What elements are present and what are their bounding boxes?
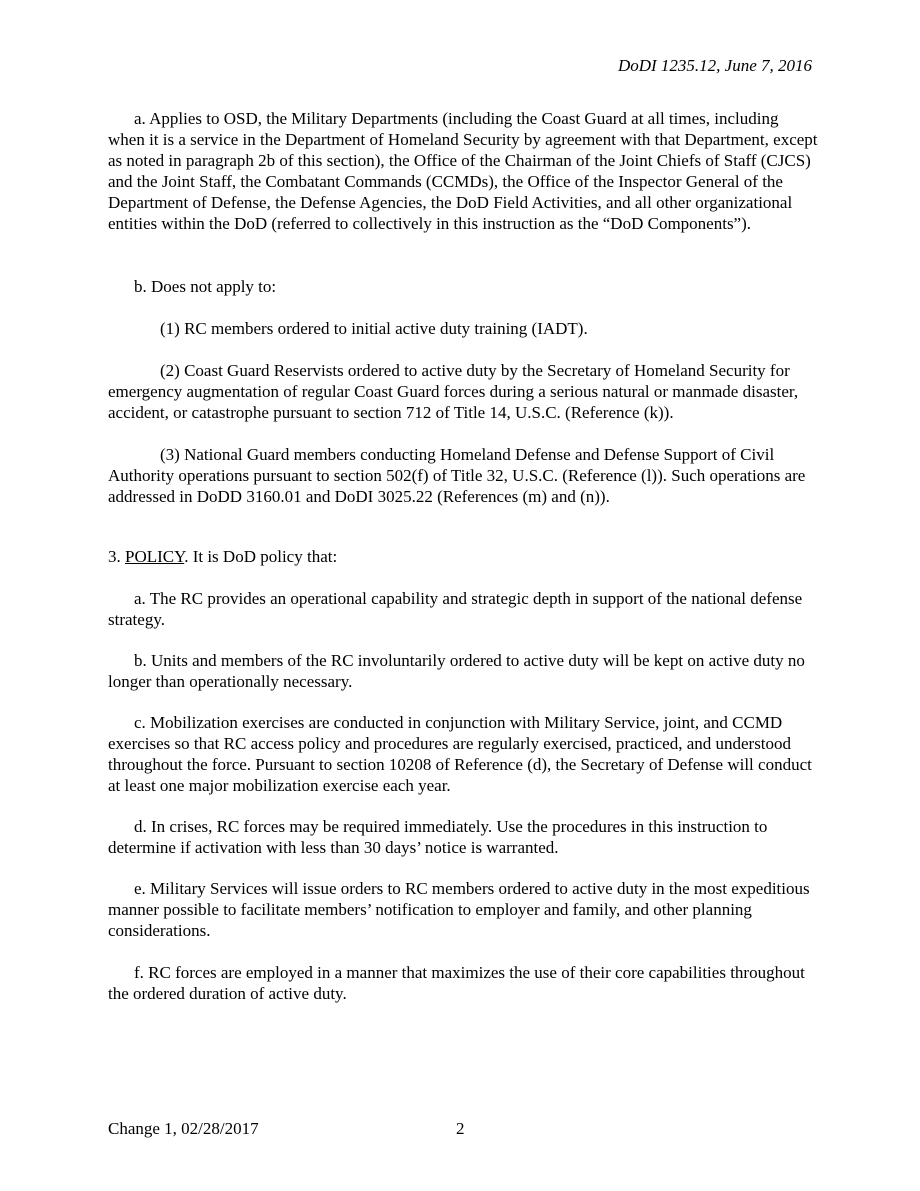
document-header: DoDI 1235.12, June 7, 2016 [617,56,812,75]
paragraph-3d: d. In crises, RC forces may be required immediately. Use the procedures in this instruction to determine if activation with less than 30 days’ notice is warranted. [108,817,768,857]
paragraph-3c: c. Mobilization exercises are conducted in conjunction with Military Service, joint, and CCMD exercises so that RC access policy and procedures are regularly exercised, practiced, and understood throughout the force. Pursuant to section 10208 of Reference (d), the Secretary of Defense will conduct at least one major mobilization exercise each year. [108,713,812,795]
section-number: 3. [108,547,125,566]
paragraph-3a: a. The RC provides an operational capability and strategic depth in support of the national defense strategy. [108,589,803,629]
paragraph-3b: b. Units and members of the RC involuntarily ordered to active duty will be kept on active duty no longer than operationally necessary. [108,651,805,691]
paragraph-2a: a. Applies to OSD, the Military Departments (including the Coast Guard at all times, including when it is a service in the Department of Homeland Security by agreement with that Department, except as noted in paragraph 2b of this section), the Office of the Chairman of the Joint Chiefs of Staff (CJCS) and the Joint Staff, the Combatant Commands (CCMDs), the Office of the Inspector General of the Department of Defense, the Defense Agencies, the DoD Field Activities, and all other organizational entities within the DoD (referred to collectively in this instruction as the “DoD Components”). [108,109,818,233]
section-intro: . It is DoD policy that: [184,547,338,566]
paragraph-2b2: (2) Coast Guard Reservists ordered to active duty by the Secretary of Homeland Security for emergency augmentation of regular Coast Guard forces during a serious natural or manmade disaster, accident, or catastrophe pursuant to section 712 of Title 14, U.S.C. (Reference (k)). [108,361,799,422]
paragraph-2b: b. Does not apply to: [134,277,277,296]
paragraph-2b1: (1) RC members ordered to initial active duty training (IADT). [160,319,588,338]
paragraph-3e: e. Military Services will issue orders to RC members ordered to active duty in the most expeditious manner possible to facilitate members’ notification to employer and family, and other planning considerations. [108,879,810,940]
footer-change-note: Change 1, 02/28/2017 [108,1119,259,1138]
section-title: POLICY [125,547,185,566]
paragraph-3f: f. RC forces are employed in a manner that maximizes the use of their core capabilities throughout the ordered duration of active duty. [108,963,805,1003]
page-number: 2 [456,1119,465,1138]
section-3-heading [108,546,818,567]
paragraph-2b3: (3) National Guard members conducting Homeland Defense and Defense Support of Civil Authority operations pursuant to section 502(f) of Title 32, U.S.C. (Reference (l)). Such operations are addressed in DoDD 3160.01 and DoDI 3025.22 (References (m) and (n)). [108,445,806,506]
